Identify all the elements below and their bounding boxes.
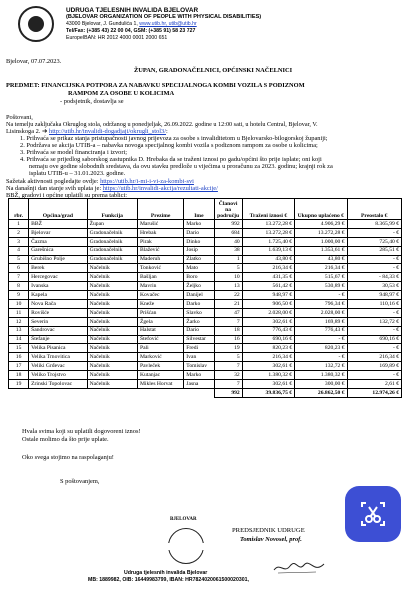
subject-line-3: - podsjetnik, dostavlja se bbox=[60, 98, 124, 105]
cell-trazeni: 43,80 € bbox=[242, 255, 294, 264]
col-header-ukupno: Ukupno uplaćeno € bbox=[295, 199, 347, 220]
table-row bbox=[9, 308, 402, 317]
results-link[interactable]: https://utib.hr/invalidi-akcija/rezultati-akcije/ bbox=[102, 185, 218, 192]
cell-prezime: Tonković bbox=[137, 264, 183, 273]
place-date: Bjelovar, 07.07.2023. bbox=[6, 58, 62, 65]
cell-ime: Marko bbox=[184, 371, 214, 380]
cell-prezime: Žgela bbox=[137, 317, 183, 326]
cell-prezime: Hrebak bbox=[137, 228, 183, 237]
cell-clanovi: 38 bbox=[214, 246, 242, 255]
cell-clanovi: 21 bbox=[214, 300, 242, 309]
cell-ime: Željko bbox=[184, 282, 214, 291]
cell-rbr: 16 bbox=[9, 353, 29, 362]
total-preostalo: 12.974,26 € bbox=[347, 388, 402, 397]
cell-rbr: 18 bbox=[9, 371, 29, 380]
cell-rbr: 1 bbox=[9, 220, 29, 229]
summary-link[interactable]: https://utib.hr/i-mi-i-vi-za-kombi-svi bbox=[100, 178, 194, 185]
cell-rbr: 12 bbox=[9, 317, 29, 326]
cell-ime: Dinko bbox=[184, 237, 214, 246]
cell-clanovi: 1 bbox=[214, 255, 242, 264]
list-item-text: Prihvaća se model financiranja i izvori; bbox=[26, 149, 128, 156]
cell-ukupno: 300,00 € bbox=[295, 380, 347, 389]
footer bbox=[88, 570, 249, 584]
subject-line-2: RAMPOM ZA OSOBE U KOLICIMA bbox=[68, 90, 175, 97]
cell-ime: Silvestar bbox=[184, 335, 214, 344]
col-header-opcina: Općina/grad bbox=[29, 199, 87, 220]
closing-thanks: Hvala svima koji su uplatili dogovoreni iznos! bbox=[22, 428, 141, 435]
cell-ime: Marko bbox=[184, 220, 214, 229]
cell-ime: Boro bbox=[184, 273, 214, 282]
cell-ukupno: 169,89 € bbox=[295, 317, 347, 326]
cell-preostalo: 285,51 € bbox=[347, 246, 402, 255]
intro-prefix: Lisinskoga 2. ➔ bbox=[6, 128, 49, 135]
cell-clanovi: 684 bbox=[214, 228, 242, 237]
cell-funkcija: Gradonačelnik bbox=[87, 237, 137, 246]
cell-trazeni: 431,35 € bbox=[242, 273, 294, 282]
cell-preostalo: 110,16 € bbox=[347, 300, 402, 309]
cell-funkcija: Gradonačelnik bbox=[87, 246, 137, 255]
signer-title: PREDSJEDNIK UDRUGE bbox=[232, 527, 305, 534]
cell-ime: Josip bbox=[184, 246, 214, 255]
handwritten-signature bbox=[272, 560, 326, 576]
cell-opcina: BBŽ bbox=[29, 220, 87, 229]
cell-ime: Ivan bbox=[184, 353, 214, 362]
cell-ukupno: 515,67 € bbox=[295, 273, 347, 282]
cell-funkcija: Načelnik bbox=[87, 291, 137, 300]
table-row bbox=[9, 362, 402, 371]
list-item-number: 3. bbox=[20, 149, 25, 156]
regards: S poštovanjem, bbox=[60, 478, 100, 485]
cell-rbr: 13 bbox=[9, 326, 29, 335]
col-header-rbr: rbr. bbox=[9, 199, 29, 220]
table-row bbox=[9, 255, 402, 264]
cell-opcina: Čazma bbox=[29, 237, 87, 246]
cell-clanovi: 992 bbox=[214, 220, 242, 229]
cell-ime: Jasna bbox=[184, 380, 214, 389]
cell-rbr: 10 bbox=[9, 300, 29, 309]
cell-clanovi: 7 bbox=[214, 317, 242, 326]
cell-prezime: Mavrin bbox=[137, 282, 183, 291]
cell-prezime: Marušić bbox=[137, 220, 183, 229]
cell-preostalo: 2,61 € bbox=[347, 380, 402, 389]
cell-clanovi: 16 bbox=[214, 335, 242, 344]
intro-line-1: Na temelju zaključaka Okruglog stola, održanog u ponedjeljak, 26.09.2022. godine u 12:00 sati, u hotelu Central, Bjelovar, V. bbox=[6, 121, 318, 128]
cell-rbr: 5 bbox=[9, 255, 29, 264]
cell-rbr: 6 bbox=[9, 264, 29, 273]
cell-opcina: Veliki Grđevac bbox=[29, 362, 87, 371]
cell-funkcija: Načelnik bbox=[87, 264, 137, 273]
org-iban: EuropeIBAN: HR 2012 4000 0001 2000 651 bbox=[66, 35, 168, 41]
cell-prezime: Maderuh bbox=[137, 255, 183, 264]
cell-rbr: 2 bbox=[9, 228, 29, 237]
cell-ukupno: 776,43 € bbox=[295, 326, 347, 335]
list-item-number: 1. bbox=[20, 135, 25, 142]
org-address bbox=[66, 21, 261, 28]
cell-opcina: Grubišno Polje bbox=[29, 255, 87, 264]
totals-spacer bbox=[9, 388, 215, 397]
cell-funkcija: Načelnik bbox=[87, 308, 137, 317]
cell-prezime: Štefović bbox=[137, 335, 183, 344]
cell-ukupno: - € bbox=[295, 291, 347, 300]
table-row bbox=[9, 220, 402, 229]
cell-trazeni: 561,42 € bbox=[242, 282, 294, 291]
cell-trazeni: 820,23 € bbox=[242, 344, 294, 353]
recipients: ŽUPAN, GRADONAČELNICI, OPĆINSKI NAČELNICI bbox=[134, 67, 293, 74]
cell-rbr: 11 bbox=[9, 308, 29, 317]
cell-preostalo: 30,53 € bbox=[347, 282, 402, 291]
cell-prezime: Prišćan bbox=[137, 308, 183, 317]
footer-org: Udruga tjelesnih invalida Bjelovar bbox=[124, 570, 208, 576]
scissors-action-button[interactable] bbox=[345, 486, 401, 542]
cell-preostalo: 725,40 € bbox=[347, 237, 402, 246]
list-item-continuation: isplatu UTIB-u – 31.01.2023. godine. bbox=[29, 170, 126, 177]
cell-opcina: Veliko Trojstvo bbox=[29, 371, 87, 380]
closing-request: Ostale molimo da što prije uplate. bbox=[22, 436, 109, 443]
table-row bbox=[9, 228, 402, 237]
list-item-text: Podržava se akcija UTIB-a – nabavka novoga specijalnog kombi vozila s podiznom rampom za osobe u kolicima; bbox=[26, 142, 318, 149]
cell-preostalo: 132,72 € bbox=[347, 317, 402, 326]
cell-opcina: Kapela bbox=[29, 291, 87, 300]
list-item-number: 2. bbox=[20, 142, 25, 149]
cell-rbr: 14 bbox=[9, 335, 29, 344]
organization-stamp bbox=[168, 528, 204, 564]
cell-opcina: Velika Pisanica bbox=[29, 344, 87, 353]
cell-funkcija: Načelnik bbox=[87, 282, 137, 291]
list-item-continuation: nemaju ove godine slobodnih sredstava, da ovu stavku predlože u vijećima u proračunu za 2023. godinu; krajnji rok za bbox=[29, 163, 333, 170]
cell-clanovi: 19 bbox=[214, 344, 242, 353]
cell-ime: Danijel bbox=[184, 291, 214, 300]
cell-preostalo: 690,16 € bbox=[347, 335, 402, 344]
cell-rbr: 15 bbox=[9, 344, 29, 353]
cell-clanovi: 18 bbox=[214, 326, 242, 335]
cell-ukupno: 2.028,00 € bbox=[295, 308, 347, 317]
organization-logo bbox=[18, 6, 54, 42]
cell-preostalo: - € bbox=[347, 371, 402, 380]
stamp-text: BJELOVAR bbox=[170, 517, 197, 522]
cell-funkcija: Načelnik bbox=[87, 344, 137, 353]
cell-ukupno: 132,72 € bbox=[295, 362, 347, 371]
cell-opcina: Zrinski Topolovac bbox=[29, 380, 87, 389]
cell-opcina: Ivanska bbox=[29, 282, 87, 291]
cell-ukupno: 820,23 € bbox=[295, 344, 347, 353]
cell-prezime: Blažević bbox=[137, 246, 183, 255]
cell-ukupno: - € bbox=[295, 335, 347, 344]
table-row bbox=[9, 353, 402, 362]
cell-opcina: Garešnica bbox=[29, 246, 87, 255]
totals-row bbox=[9, 388, 402, 397]
cell-ime: Dario bbox=[184, 326, 214, 335]
cell-ukupno: - € bbox=[295, 353, 347, 362]
list-item-text: Prihvaća se prikaz stanja pristupačnosti javnog prijevoza za osobe s invaliditetom u Bjelovarsko-bilogorskoj županiji; bbox=[26, 135, 328, 142]
cell-clanovi: 13 bbox=[214, 282, 242, 291]
cell-funkcija: Načelnik bbox=[87, 326, 137, 335]
scissors-icon bbox=[360, 501, 386, 527]
cell-clanovi: 7 bbox=[214, 380, 242, 389]
col-header-prezime: Prezime bbox=[137, 199, 183, 220]
cell-ukupno: 1.380,32 € bbox=[295, 371, 347, 380]
signer-name: Tomislav Novosel, prof. bbox=[240, 536, 302, 543]
table-row bbox=[9, 335, 402, 344]
col-header-clanovi: Članovi na području bbox=[214, 199, 242, 220]
cell-preostalo: - € bbox=[347, 228, 402, 237]
cell-trazeni: 1.725,40 € bbox=[242, 237, 294, 246]
total-clanovi: 992 bbox=[214, 388, 242, 397]
cell-funkcija: Načelnik bbox=[87, 362, 137, 371]
cell-ukupno: 796,34 € bbox=[295, 300, 347, 309]
cell-clanovi: 10 bbox=[214, 273, 242, 282]
cell-funkcija: Načelnik bbox=[87, 371, 137, 380]
cell-ukupno: 1.353,61 € bbox=[295, 246, 347, 255]
cell-clanovi: 40 bbox=[214, 237, 242, 246]
col-header-funkcija: Funkcija bbox=[87, 199, 137, 220]
greeting: Poštovani, bbox=[6, 114, 33, 121]
table-header-row bbox=[9, 199, 402, 220]
cell-preostalo: - € bbox=[347, 308, 402, 317]
cell-rbr: 19 bbox=[9, 380, 29, 389]
cell-preostalo: 169,89 € bbox=[347, 362, 402, 371]
footer-registration: MB: 1889982, OIB: 16449983799, IBAN: HR7824020061500020301, bbox=[88, 577, 249, 583]
cell-funkcija: Načelnik bbox=[87, 300, 137, 309]
cell-prezime: Mikles Horvat bbox=[137, 380, 183, 389]
cell-trazeni: 2.028,00 € bbox=[242, 308, 294, 317]
cell-trazeni: 216,34 € bbox=[242, 353, 294, 362]
cell-ime: Fredi bbox=[184, 344, 214, 353]
cell-clanovi: 22 bbox=[214, 291, 242, 300]
cell-funkcija: Načelnik bbox=[87, 317, 137, 326]
org-contact: Tel/Fax: (+385 43) 22 00 04, GSM: (+385 91) 58 23 727 bbox=[66, 28, 196, 34]
cell-rbr: 17 bbox=[9, 362, 29, 371]
cell-trazeni: 302,61 € bbox=[242, 362, 294, 371]
cell-prezime: Pirak bbox=[137, 237, 183, 246]
cell-trazeni: 948,97 € bbox=[242, 291, 294, 300]
table-row bbox=[9, 300, 402, 309]
cell-trazeni: 1.380,32 € bbox=[242, 371, 294, 380]
cell-ukupno: 1.000,00 € bbox=[295, 237, 347, 246]
cell-preostalo: - € bbox=[347, 264, 402, 273]
website-link[interactable]: www.utib.hr, utib@utib.hr bbox=[139, 21, 197, 27]
table-body bbox=[9, 220, 402, 398]
list-item-text: Prihvaća se prijedlog saborskog zastupnika D. Hrebaka da se traženi iznosi po gadu/općini što prije isplate; oni koji bbox=[26, 156, 322, 163]
cell-funkcija: Načelnik bbox=[87, 380, 137, 389]
cell-prezime: Kovačec bbox=[137, 291, 183, 300]
cell-funkcija: Načelnik bbox=[87, 273, 137, 282]
cell-opcina: Severin bbox=[29, 317, 87, 326]
cell-ukupno: 216,34 € bbox=[295, 264, 347, 273]
cell-opcina: Berek bbox=[29, 264, 87, 273]
cell-clanovi: 5 bbox=[214, 353, 242, 362]
cell-opcina: Velika Trnovitica bbox=[29, 353, 87, 362]
organization-info bbox=[66, 7, 261, 42]
table-row bbox=[9, 344, 402, 353]
cell-preostalo: - € bbox=[347, 326, 402, 335]
cell-preostalo: - € bbox=[347, 344, 402, 353]
cell-prezime: Pali bbox=[137, 344, 183, 353]
cell-ime: Zlatko bbox=[184, 255, 214, 264]
cell-funkcija: Gradonačelnik bbox=[87, 255, 137, 264]
payments-table bbox=[8, 198, 402, 398]
cell-trazeni: 690,16 € bbox=[242, 335, 294, 344]
cell-clanovi: 5 bbox=[214, 264, 242, 273]
cell-rbr: 4 bbox=[9, 246, 29, 255]
table-row bbox=[9, 371, 402, 380]
summary-prefix: Sažetak aktivnosti pogledajte ovdje: bbox=[6, 178, 101, 185]
state-prefix: Na današnji dan stanje svih uplata je: bbox=[6, 185, 103, 192]
cell-funkcija: Načelnik bbox=[87, 353, 137, 362]
cell-trazeni: 906,50 € bbox=[242, 300, 294, 309]
table-row bbox=[9, 291, 402, 300]
round-table-link[interactable]: http://utib.hr/invalidi-dogadjaji/okrugli_stol3/ bbox=[49, 128, 166, 135]
table-row bbox=[9, 317, 402, 326]
cell-preostalo: 8.365,99 € bbox=[347, 220, 402, 229]
cell-trazeni: 302,61 € bbox=[242, 317, 294, 326]
cell-ukupno: 43,80 € bbox=[295, 255, 347, 264]
table-row bbox=[9, 380, 402, 389]
cell-funkcija: Načelnik bbox=[87, 335, 137, 344]
subject-line-1: PREDMET: FINANCIJSKA POTPORA ZA NABAVKU SPECIJALNOGA KOMBI VOZILA S PODIZNOM bbox=[6, 82, 305, 89]
cell-trazeni: 776,43 € bbox=[242, 326, 294, 335]
cell-funkcija: Župan bbox=[87, 220, 137, 229]
cell-trazeni: 13.272,28 € bbox=[242, 228, 294, 237]
cell-clanovi: 32 bbox=[214, 371, 242, 380]
cell-ukupno: 4.906,29 € bbox=[295, 220, 347, 229]
cell-rbr: 9 bbox=[9, 291, 29, 300]
cell-opcina: Bjelovar bbox=[29, 228, 87, 237]
table-row bbox=[9, 273, 402, 282]
cell-trazeni: 13.272,28 € bbox=[242, 220, 294, 229]
cell-prezime: Halstat bbox=[137, 326, 183, 335]
cell-trazeni: 216,34 € bbox=[242, 264, 294, 273]
cell-opcina: Hercegovac bbox=[29, 273, 87, 282]
cell-rbr: 7 bbox=[9, 273, 29, 282]
cell-preostalo: 216,34 € bbox=[347, 353, 402, 362]
address-text: 43000 Bjelovar, J. Gundulića 1, bbox=[66, 21, 140, 27]
table-row bbox=[9, 237, 402, 246]
cell-funkcija: Gradonačelnik bbox=[87, 228, 137, 237]
cell-preostalo: - 84,33 € bbox=[347, 273, 402, 282]
cell-ime: Dario bbox=[184, 228, 214, 237]
cell-preostalo: - € bbox=[347, 255, 402, 264]
total-ukupno: 26.862,50 € bbox=[295, 388, 347, 397]
org-name: UDRUGA TJELESNIH INVALIDA BJELOVAR bbox=[66, 7, 199, 14]
intro-suffix: : bbox=[165, 128, 168, 135]
cell-prezime: Kneže bbox=[137, 300, 183, 309]
cell-ime: Darko bbox=[184, 300, 214, 309]
table-row bbox=[9, 264, 402, 273]
col-header-preostalo: Preostalo € bbox=[347, 199, 402, 220]
cell-ukupno: 530,89 € bbox=[295, 282, 347, 291]
state-line-2: BBŽ, gradovi i općine uplatili su prema tablici: bbox=[6, 192, 128, 199]
cell-rbr: 3 bbox=[9, 237, 29, 246]
list-item-number: 4. bbox=[20, 156, 25, 163]
cell-prezime: Kutanjac bbox=[137, 371, 183, 380]
table-row bbox=[9, 326, 402, 335]
table-row bbox=[9, 246, 402, 255]
cell-ime: Tomislav bbox=[184, 362, 214, 371]
table-row bbox=[9, 282, 402, 291]
cell-prezime: Marković bbox=[137, 353, 183, 362]
cell-opcina: Štefanje bbox=[29, 335, 87, 344]
cell-opcina: Šandrovac bbox=[29, 326, 87, 335]
cell-ime: Žarko bbox=[184, 317, 214, 326]
cell-opcina: Rovišće bbox=[29, 308, 87, 317]
cell-ime: Mato bbox=[184, 264, 214, 273]
letterhead bbox=[14, 4, 374, 62]
cell-opcina: Nova Rača bbox=[29, 300, 87, 309]
org-name-en: (BJELOVAR ORGANIZATION OF PEOPLE WITH PHYSICAL DISABILITIES) bbox=[66, 14, 262, 20]
cell-prezime: Bašljan bbox=[137, 273, 183, 282]
col-header-ime: Ime bbox=[184, 199, 214, 220]
cell-ime: Slavko bbox=[184, 308, 214, 317]
total-trazeni: 39.836,75 € bbox=[242, 388, 294, 397]
cell-ukupno: 13.272,28 € bbox=[295, 228, 347, 237]
cell-rbr: 8 bbox=[9, 282, 29, 291]
cell-trazeni: 1.639,13 € bbox=[242, 246, 294, 255]
cell-clanovi: 7 bbox=[214, 362, 242, 371]
cell-clanovi: 47 bbox=[214, 308, 242, 317]
cell-trazeni: 302,61 € bbox=[242, 380, 294, 389]
col-header-trazeni: Traženi iznosi € bbox=[242, 199, 294, 220]
cell-preostalo: 948,97 € bbox=[347, 291, 402, 300]
closing-availability: Oko svega stojimo na raspolaganju! bbox=[22, 454, 114, 461]
cell-prezime: Pavleček bbox=[137, 362, 183, 371]
